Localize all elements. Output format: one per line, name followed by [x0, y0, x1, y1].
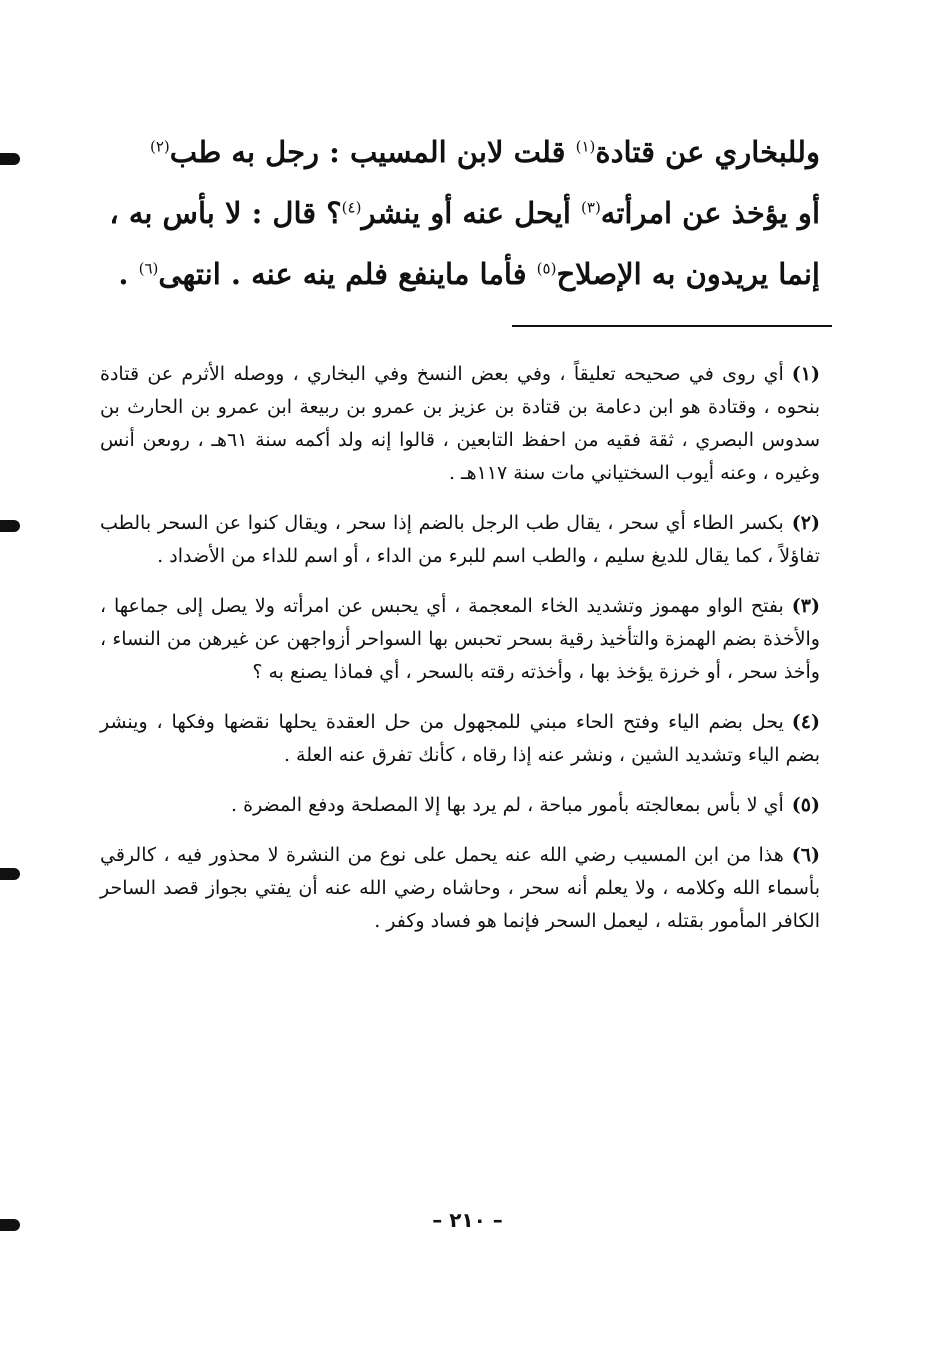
footnote-number: (٣) [791, 595, 820, 617]
main-text-segment: إنما يريدون به الإصلاح [556, 257, 820, 291]
footnote-text: أي روى في صحيحه تعليقاً ، وفي بعض النسخ وفي البخاري ، ووصله الأثرم عن قتادة بنحوه ، وقتادة هو ابن دعامة بن قتادة بن عزيز بن عمرو بن ربيعة ابن عمرو بن الحارث بن سدوس البصري ، ثقة فقيه من احفظ التابعين ، قالوا إنه ولد أكمه سنة ٦١هـ ، روىعن أنس وغيره ، وعنه أيوب السختياني مات سنة ١١٧هـ . [100, 363, 820, 484]
footnote-number: (٤) [791, 711, 820, 733]
main-text-line [95, 183, 820, 244]
footnote-number: (٦) [791, 844, 820, 866]
main-text-segment: أيحل عنه أو ينشر [361, 196, 582, 230]
footnote-text: يحل بضم الياء وفتح الحاء مبني للمجهول من حل العقدة يحلها نقضها وفكها ، وينشر بضم الياء وتشديد الشين ، ونشر عنه إذا رقاه ، كأنك تفرق عنه العلة . [100, 711, 820, 766]
footnote [100, 789, 820, 822]
footnote-number: (١) [791, 363, 820, 385]
footnote-text: بكسر الطاء أي سحر ، يقال طب الرجل بالضم إذا سحر ، ويقال كنوا عن السحر بالطب تفاؤلاً ، كما يقال للديغ سليم ، والطب اسم للبرء من الداء ، أو اسم للداء من الأضداد . [100, 512, 820, 567]
footnote [100, 706, 820, 772]
scan-binding-mark [0, 1219, 20, 1231]
main-text-segment: ؟ قال : لا بأس به ، [109, 196, 342, 230]
footnote-text: هذا من ابن المسيب رضي الله عنه يحمل على نوع من النشرة لا محذور فيه ، كالرقي بأسماء الله وكلامه ، ولا يعلم أنه سحر ، وحاشاه رضي الله عنه أن يفتي بجواز قصد الساحر الكافر المأمور بقتله ، ليعمل السحر فإنما هو فساد وكفر . [100, 844, 820, 932]
footnote-reference: (٤) [341, 198, 362, 217]
scan-binding-mark [0, 153, 20, 165]
footnote-text: بفتح الواو مهموز وتشديد الخاء المعجمة ، أي يحبس عن امرأته ولا يصل إلى جماعها ، والأخذة بضم الهمزة والتأخيذ رقية بسحر تحبس بها السواحر أزواجهن عن غيرهن من النساء ، وأخذ سحر ، أو خرزة يؤخذ بها ، وأخذته رقته بالسحر ، أي فماذا يصنع به ؟ [100, 595, 820, 683]
main-text-segment: فأما ماينفع فلم ينه عنه . انتهى [158, 257, 537, 291]
main-text [95, 122, 820, 305]
main-text-segment: أو يؤخذ عن امرأته [600, 196, 820, 230]
footnote [100, 839, 820, 938]
footnote-reference: (٣) [581, 198, 601, 217]
page-number: – ٢١٠ – [432, 1208, 503, 1232]
footnote-reference: (١) [575, 137, 596, 156]
footnote-reference: (٦) [138, 259, 159, 278]
footnote [100, 358, 820, 490]
main-text-segment: وللبخاري عن قتادة [595, 135, 820, 169]
footnote [100, 507, 820, 573]
footnote-text: أي لا بأس بمعالجته بأمور مباحة ، لم يرد بها إلا المصلحة ودفع المضرة . [231, 794, 784, 816]
footnote-number: (٢) [791, 512, 820, 534]
footnote-number: (٥) [791, 794, 820, 816]
footnote-reference: (٢) [150, 137, 170, 156]
main-text-line [95, 244, 820, 305]
main-text-segment: قلت لابن المسيب : رجل به طب [169, 135, 576, 169]
footnote-separator [512, 325, 832, 327]
footnote-reference: (٥) [536, 259, 557, 278]
main-text-segment: . [118, 257, 139, 291]
footnotes [100, 358, 820, 955]
footnote [100, 590, 820, 689]
main-text-line [95, 122, 820, 183]
scan-binding-mark [0, 868, 20, 880]
scan-binding-mark [0, 520, 20, 532]
